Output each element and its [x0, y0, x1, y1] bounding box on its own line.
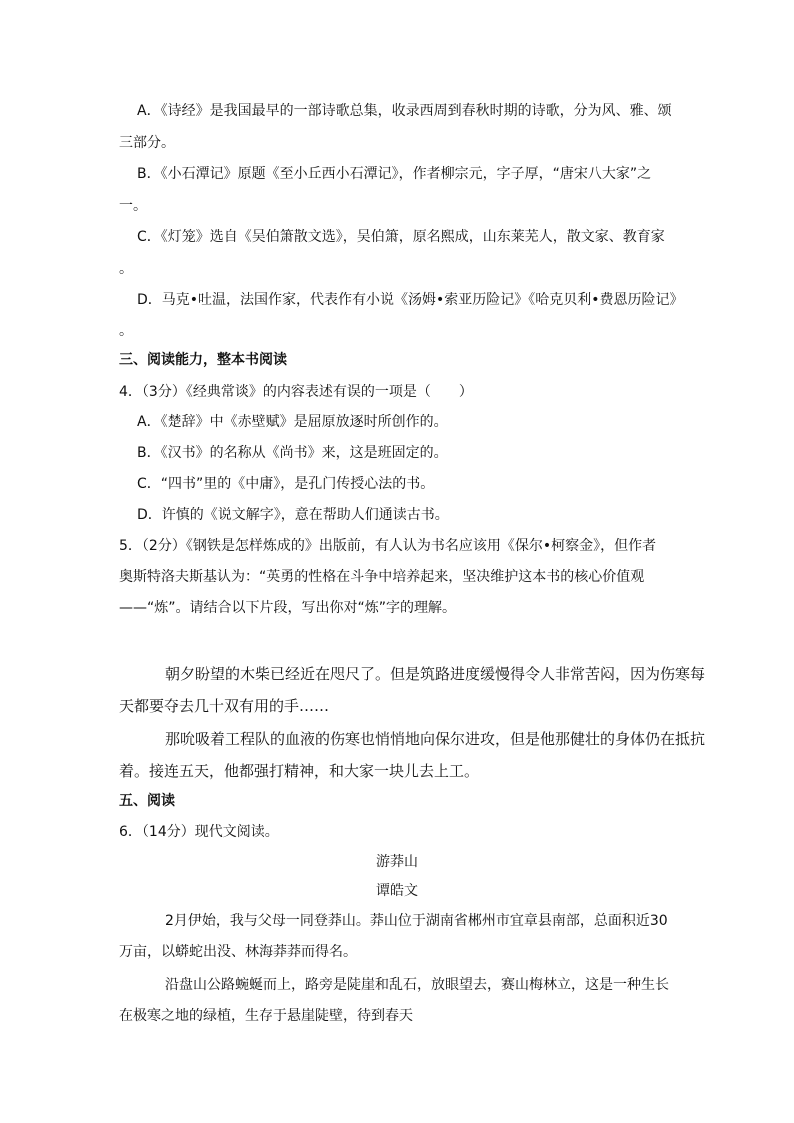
section-3-heading: 三、阅读能力，整本书阅读	[119, 352, 287, 368]
excerpt-p2-line-2: 着。接连五天，他都强打精神，和大家一块儿去上工。	[119, 762, 480, 780]
q4-option-c: C．“四书”里的《中庸》，是孔门传授心法的书。	[137, 476, 435, 492]
q3-option-c-line-2: 。	[119, 261, 133, 277]
q5-line-2: 奥斯特洛夫斯基认为：“英勇的性格在斗争中培养起来，坚决维护这本书的核心价值观	[119, 569, 645, 585]
q5-line-3: ——“炼”。请结合以下片段，写出你对“炼”字的理解。	[119, 600, 457, 616]
q3-option-b-line-2: 一。	[119, 198, 147, 214]
q3-option-d-line-1: D．马克•吐温，法国作家，代表作有小说《汤姆•索亚历险记》《哈克贝利•费恩历险记》	[137, 292, 684, 308]
article-p2-line-1: 沿盘山公路蜿蜒而上，路旁是陡崖和乱石，放眼望去，赛山梅林立，这是一种生长	[165, 977, 669, 993]
q3-option-a-line-2: 三部分。	[119, 135, 175, 151]
q3-option-c-line-1: C．《灯笼》选自《吴伯箫散文选》，吴伯箫，原名熙成，山东莱芜人，散文家、教育家	[137, 229, 665, 245]
q3-option-a-line-1: A．《诗经》是我国最早的一部诗歌总集，收录西周到春秋时期的诗歌，分为风、雅、颂	[137, 103, 672, 119]
article-p1-line-1: 2月伊始，我与父母一同登莽山。莽山位于湖南省郴州市宜章县南部，总面积近30	[165, 913, 668, 929]
q3-option-d-line-2: 。	[119, 323, 133, 339]
q4-option-a: A．《楚辞》中《赤壁赋》是屈原放逐时所创作的。	[137, 414, 448, 430]
article-author: 谭皓文	[376, 883, 418, 899]
article-p1-line-2: 万亩，以蟒蛇出没、林海莽莽而得名。	[119, 944, 357, 960]
article-title: 游莽山	[376, 854, 418, 870]
q5-line-1: 5．（2分）《钢铁是怎样炼成的》出版前，有人认为书名应该用《保尔•柯察金》，但作者	[119, 538, 657, 554]
q6-stem: 6．（14分）现代文阅读。	[119, 824, 279, 840]
q4-option-b: B．《汉书》的名称从《尚书》来，这是班固定的。	[137, 445, 448, 461]
article-p2-line-2: 在极寒之地的绿植，生存于悬崖陡壁，待到春天	[119, 1008, 413, 1024]
q4-stem: 4．（3分）《经典常谈》的内容表述有误的一项是（ ）	[119, 384, 473, 400]
q4-option-d: D．许慎的《说文解字》，意在帮助人们通读古书。	[137, 507, 449, 523]
excerpt-p1-line-1: 朝夕盼望的木柴已经近在咫尺了。但是筑路进度缓慢得令人非常苦闷，因为伤寒每	[165, 665, 706, 683]
excerpt-p1-line-2: 天都要夺去几十双有用的手……	[119, 697, 330, 715]
section-5-heading: 五、阅读	[119, 793, 175, 809]
q3-option-b-line-1: B．《小石潭记》原题《至小丘西小石潭记》，作者柳宗元，字子厚，“唐宋八大家”之	[137, 166, 652, 182]
excerpt-p2-line-1: 那吮吸着工程队的血液的伤寒也悄悄地向保尔进攻，但是他那健壮的身体仍在抵抗	[165, 730, 706, 748]
